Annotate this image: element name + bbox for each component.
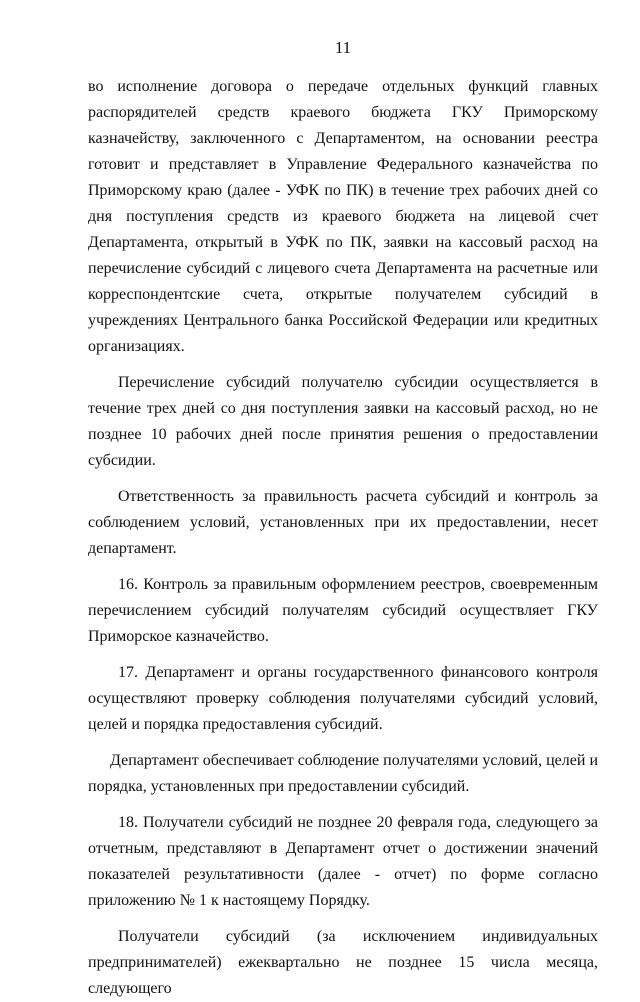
paragraph-treasury-procedure: во исполнение договора о передаче отдельных функций главных распорядителей средств краевого бюджета ГКУ Приморскому казначейству, заключенного с Департаментом, на основании реестра готовит и представляет в Управление Федерального казначейства по Приморскому краю (далее - УФК по ПК) в течение трех рабочих дней со дня поступления средств из краевого бюджета на лицевой счет Департамента, открытый в УФК по ПК, заявки на кассовый расход на перечисление субсидий с лицевого счета Департамента на расчетные или корреспондентские счета, открытые получателем субсидий в учреждениях Центрального банка Российской Федерации или кредитных организациях.: [88, 78, 598, 355]
paragraph-quarterly-report: Получатели субсидий (за исключением индивидуальных предпринимателей) ежеквартально не позднее 15 числа месяца, следующего: [88, 928, 598, 997]
paragraph-department-ensures: Департамент обеспечивает соблюдение получателями условий, целей и порядка, установленных при предоставлении субсидий.: [88, 752, 598, 795]
paragraph-item-17: 17. Департамент и органы государственного финансового контроля осуществляют проверку соблюдения получателями субсидий условий, целей и порядка предоставления субсидий.: [88, 664, 598, 733]
paragraph-responsibility: Ответственность за правильность расчета субсидий и контроль за соблюдением условий, установленных при их предоставлении, несет департамент.: [88, 488, 598, 557]
paragraph-item-16: 16. Контроль за правильным оформлением реестров, своевременным перечислением субсидий получателям субсидий осуществляет ГКУ Приморское казначейство.: [88, 576, 598, 645]
paragraph-subsidy-transfer: Перечисление субсидий получателю субсидии осуществляется в течение трех дней со дня поступления заявки на кассовый расход, но не позднее 10 рабочих дней после принятия решения о предоставлении субсидии.: [88, 374, 598, 469]
page-number: 11: [334, 38, 352, 57]
paragraph-item-18: 18. Получатели субсидий не позднее 20 февраля года, следующего за отчетным, представляют в Департамент отчет о достижении значений показателей результативности (далее - отчет) по форме согласно приложению № 1 к настоящему Порядку.: [88, 814, 598, 909]
